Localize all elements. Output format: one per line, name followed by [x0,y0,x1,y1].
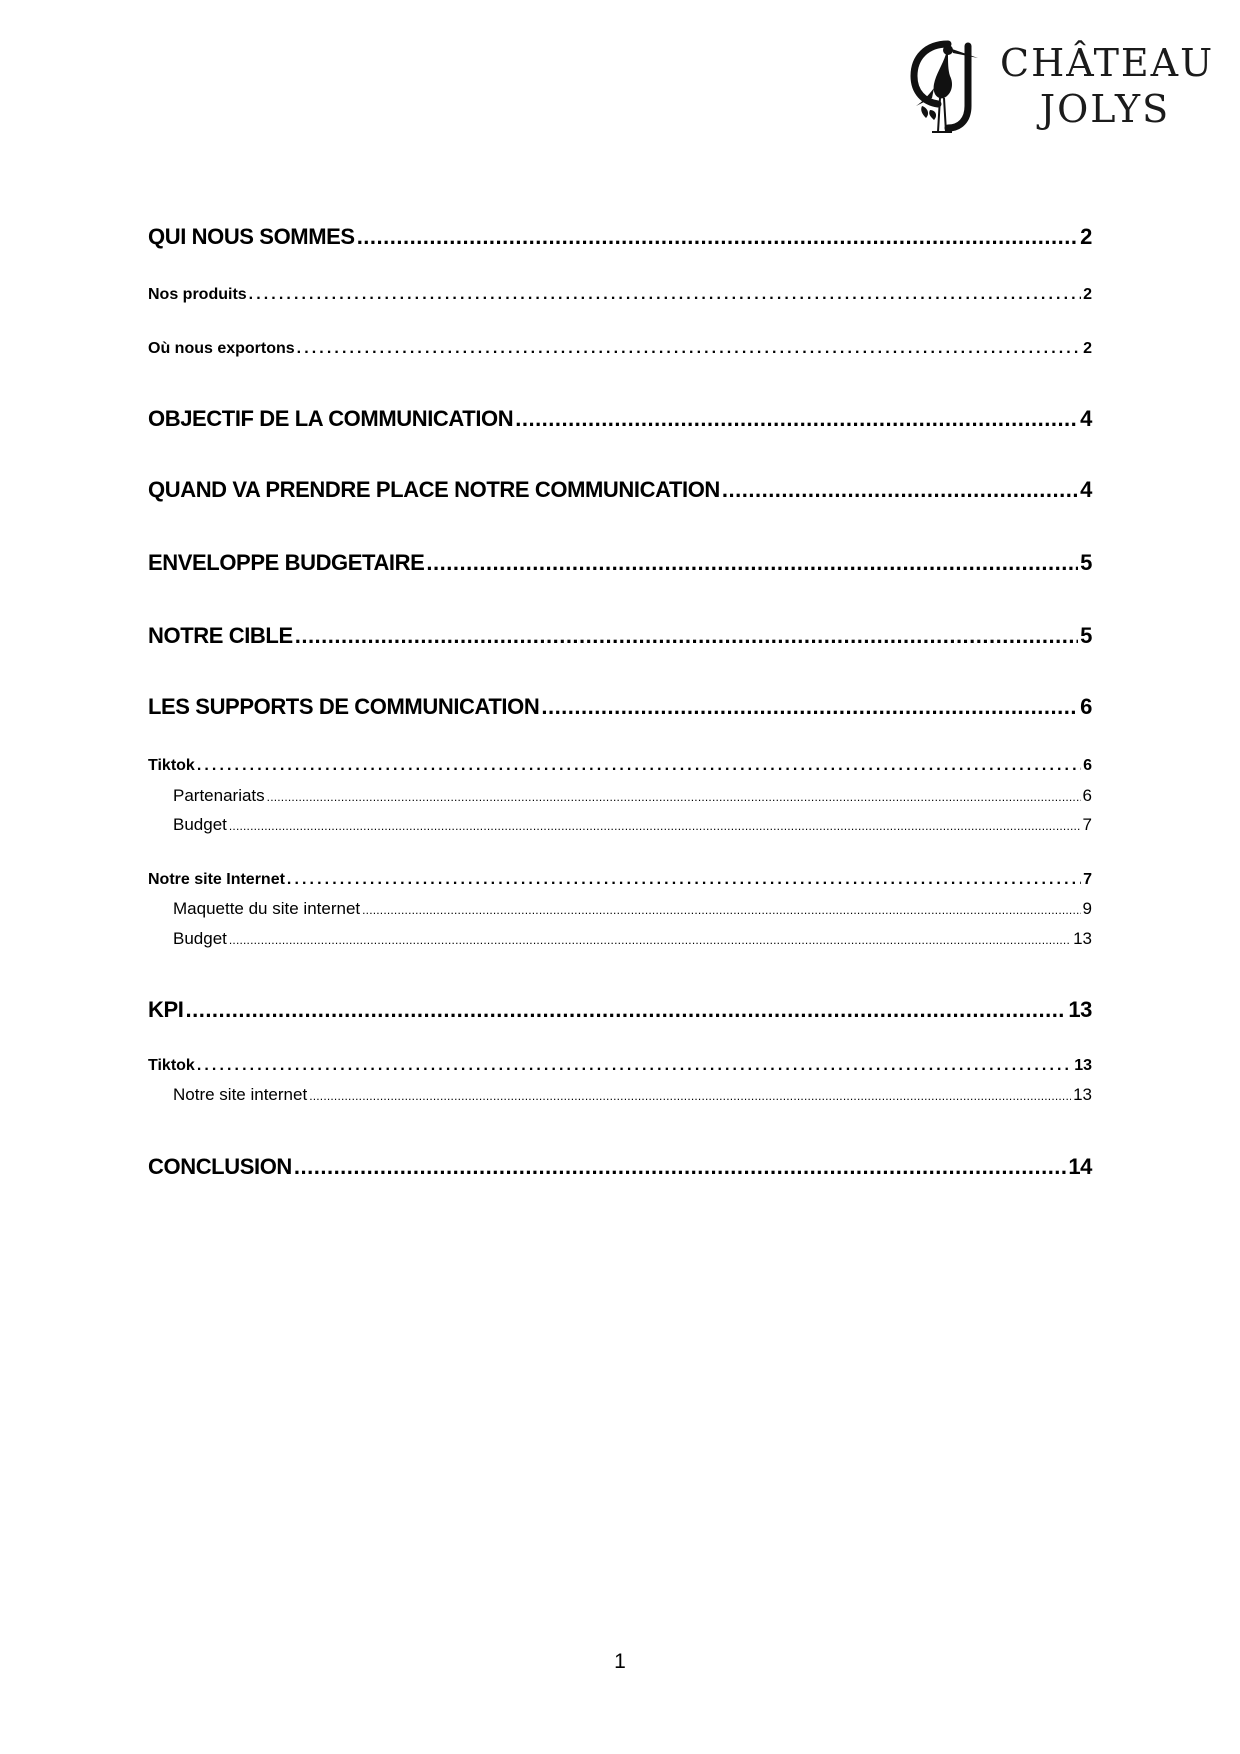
toc-entry-title: KPI [148,997,184,1022]
toc-leader-dots [267,786,1081,806]
toc-entry-page: 7 [1083,871,1092,888]
toc-entry-page: 2 [1080,224,1092,249]
toc-entry-page: 13 [1073,1085,1092,1104]
toc-entry-page: 6 [1082,786,1092,805]
toc-leader-dots [297,340,1081,358]
toc-entry-title: Notre site Internet [148,871,285,888]
toc-leader-dots [357,224,1078,250]
toc-entry-page: 5 [1080,623,1092,648]
toc-entry-title: Tiktok [148,757,195,774]
toc-entry[interactable] [148,224,1092,250]
toc-leader-dots [426,550,1078,576]
toc-leader-dots [197,757,1081,775]
toc-entry-page: 14 [1068,1154,1092,1179]
toc-entry-title: QUAND VA PRENDRE PLACE NOTRE COMMUNICATION [148,477,720,502]
toc-entry-title: OBJECTIF DE LA COMMUNICATION [148,406,514,431]
toc-leader-dots [541,694,1078,720]
toc-entry[interactable] [173,1085,1092,1105]
page-number: 1 [614,1650,626,1673]
toc-entry[interactable] [148,1154,1092,1180]
toc-leader-dots [362,899,1080,919]
toc-leader-dots [249,286,1081,304]
toc-leader-dots [309,1085,1071,1105]
toc-entry[interactable] [148,340,1092,358]
toc-entry[interactable] [148,623,1092,649]
toc-entry-page: 13 [1068,997,1092,1022]
toc-entry[interactable] [173,899,1092,919]
toc-entry-page: 9 [1082,899,1092,918]
toc-entry-page: 13 [1073,929,1092,948]
toc-entry-title: Partenariats [173,786,265,805]
toc-leader-dots [295,623,1078,649]
toc-entry-page: 6 [1083,757,1092,774]
toc-leader-dots [229,815,1081,835]
toc-leader-dots [229,929,1071,949]
toc-entry[interactable] [173,929,1092,949]
stork-monogram-icon [908,36,1000,136]
toc-entry-title: Budget [173,815,227,834]
toc-entry[interactable] [148,997,1092,1023]
toc-entry[interactable] [148,694,1092,720]
toc-leader-dots [197,1057,1072,1075]
toc-leader-dots [287,871,1081,889]
toc-entry-page: 2 [1083,340,1092,357]
toc-entry-page: 4 [1080,477,1092,502]
toc-entry-title: QUI NOUS SOMMES [148,224,355,249]
toc-leader-dots [515,406,1078,432]
toc-leader-dots [185,997,1066,1023]
toc-entry[interactable] [148,477,1092,503]
toc-entry[interactable] [148,550,1092,576]
logo-line-2: JOLYS [1039,87,1171,131]
toc-entry-title: Notre site internet [173,1085,308,1104]
toc-entry[interactable] [148,1057,1092,1075]
toc-entry[interactable] [148,286,1092,304]
toc-leader-dots [294,1154,1066,1180]
toc-entry-title: NOTRE CIBLE [148,623,293,648]
toc-entry-page: 2 [1083,286,1092,303]
logo-wordmark [1000,40,1215,132]
toc-entry-title: CONCLUSION [148,1154,292,1179]
toc-leader-dots [722,477,1078,503]
toc-entry-title: Où nous exportons [148,340,295,357]
toc-entry-page: 6 [1080,694,1092,719]
toc-entry-title: Maquette du site internet [173,899,361,918]
toc-entry-title: ENVELOPPE BUDGETAIRE [148,550,425,575]
toc-entry-page: 7 [1082,815,1092,834]
toc-entry-title: LES SUPPORTS DE COMMUNICATION [148,694,540,719]
logo-line-1: CHÂTEAU [1000,41,1215,85]
toc-entry[interactable] [173,786,1092,806]
toc-entry[interactable] [173,815,1092,835]
toc-entry[interactable] [148,757,1092,775]
toc-entry-title: Budget [173,929,227,948]
toc-entry-title: Tiktok [148,1057,195,1074]
toc-entry[interactable] [148,406,1092,432]
toc-entry-page: 5 [1080,550,1092,575]
toc-entry-page: 13 [1074,1057,1092,1074]
toc-entry-page: 4 [1080,406,1092,431]
toc-entry[interactable] [148,871,1092,889]
chateau-jolys-logo [908,36,1215,136]
toc-entry-title: Nos produits [148,286,247,303]
